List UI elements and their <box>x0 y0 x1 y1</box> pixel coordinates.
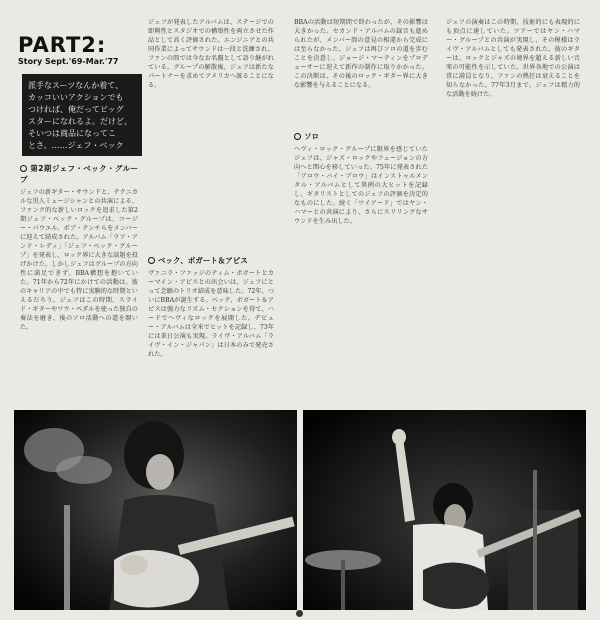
bullet-icon <box>20 165 27 172</box>
body-paragraph: ヴァニラ・ファッジのティム・ボガートとカーマイン・アピスとの出会いは、ジェフにとって念願のトリオ結成を意味した。72年、ついにBBAが誕生する。ベック、ボガート＆アピスは強力なリズム・セクションを得て、ハードでヘヴィなロックを展開した。デビュー・アルバムは全米でヒットを記録し、73年には来日公演も実現。ライヴ・アルバム「ライヴ・イン・ジャパン」は日本のみで発売された。 <box>148 270 274 358</box>
text-column-2 <box>148 18 274 402</box>
section-heading-group2 <box>20 163 138 185</box>
quote-line: つければ、俺だってビッグ <box>28 105 124 114</box>
section-heading-text: ベック、ボガート＆アピス <box>158 256 248 265</box>
section-heading-text: 第2期ジェフ・ベック・グループ <box>20 164 138 184</box>
section-heading-solo <box>294 131 428 142</box>
body-paragraph: ジェフの新ギター・サウンドと、テクニカルな黒人ミュージシャンとの共演による、ファンク的な新しいロックを追求した第2期ジェフ・ベック・グループは、コージー・パウエル、ボブ・テンチらをメンバーに迎えて結成された。アルバム「ラフ・アンド・レディ」「ジェフ・ベック・グループ」を発表し、ロック界に大きな話題を投げかけた。しかしジェフはグループの方向性に満足できず、BBA構想を抱いていた。71年から72年にかけての活動は、彼のキャリアの中でも特に実験的な時期といえるだろう。ジェフはこの時期、スライド・ギターやワウ・ペダルを使った独自の奏法を磨き、後のソロ活動への道を開いた。 <box>20 189 138 331</box>
text-area <box>14 10 586 405</box>
quote-box <box>22 74 142 156</box>
body-paragraph: ヘヴィ・ロック・グループに限界を感じていたジェフは、ジャズ・ロックやフュージョンの方向へと関心を移していった。75年に発表された「ブロウ・バイ・ブロウ」はインストゥルメンタル・アルバムとして異例の大ヒットを記録し、ギタリストとしてのジェフの評価を決定的なものにした。続く「ワイアード」ではヤン・ハマーとの共演により、さらにスリリングなサウンドを生み出した。 <box>294 146 428 225</box>
text-column-4 <box>446 18 580 402</box>
page-marker <box>296 610 303 617</box>
guitarist-photo-left <box>14 410 297 610</box>
bullet-icon <box>148 257 155 264</box>
body-paragraph: BBAの活動は短期間で終わったが、その影響は大きかった。セカンド・アルバムの録音も進められたが、メンバー間の意見の相違から完成には至らなかった。ジェフは再びソロの道を歩むことを決意し、ジョージ・マーティンをプロデューサーに迎えて新作の制作に取りかかった。この決断は、その後のロック・ギター界に大きな影響を与えることになる。 <box>294 19 428 89</box>
quote-line: 派手なスーツなんか着て、 <box>28 81 124 90</box>
part-heading <box>18 34 130 67</box>
quote-line: そいつは商品になってこ <box>28 129 116 138</box>
part-title: PART2: <box>18 33 107 57</box>
body-paragraph: ジェフが発表したアルバムは、ステージでの即興性とスタジオでの構築性を両立させた作品として高く評価された。エンジニアとの共同作業によってサウンドは一段と洗練され、ファンの間では今なお名盤として語り継がれている。グループの解散後、ジェフは新たなパートナーを求めてアメリカへ渡ることになる。 <box>148 19 274 89</box>
bullet-icon <box>294 133 301 140</box>
section-heading-text: ソロ <box>304 132 319 141</box>
concert-photo-right <box>303 410 586 610</box>
text-column-1 <box>20 160 138 402</box>
quote-line: スターになれるよ。だけど、 <box>28 117 132 126</box>
part-subtitle: Story Sept.'69-Mar.'77 <box>18 57 119 66</box>
concert-photo-left <box>14 410 297 610</box>
text-column-3 <box>294 18 428 402</box>
guitarist-photo-right <box>303 410 586 610</box>
section-heading-bba <box>148 255 274 266</box>
quote-line: カッコいいアクションでも <box>28 93 124 102</box>
body-paragraph: ジェフの演奏はこの時期、技術的にも表現的にも頂点に達していた。ツアーではヤン・ハマー・グループとの共演が実現し、その模様はライヴ・アルバムとしても発表された。彼のギターは、ロックとジャズの境界を超える新しい音楽の可能性を示していた。世界各地での公演は常に満員となり、ファンの熱狂は衰えることを知らなかった。77年3月まで、ジェフは精力的な活動を続けた。 <box>446 19 580 98</box>
photo-strip <box>14 410 586 610</box>
quote-line: とさ。……ジェフ・ベック <box>28 141 124 150</box>
